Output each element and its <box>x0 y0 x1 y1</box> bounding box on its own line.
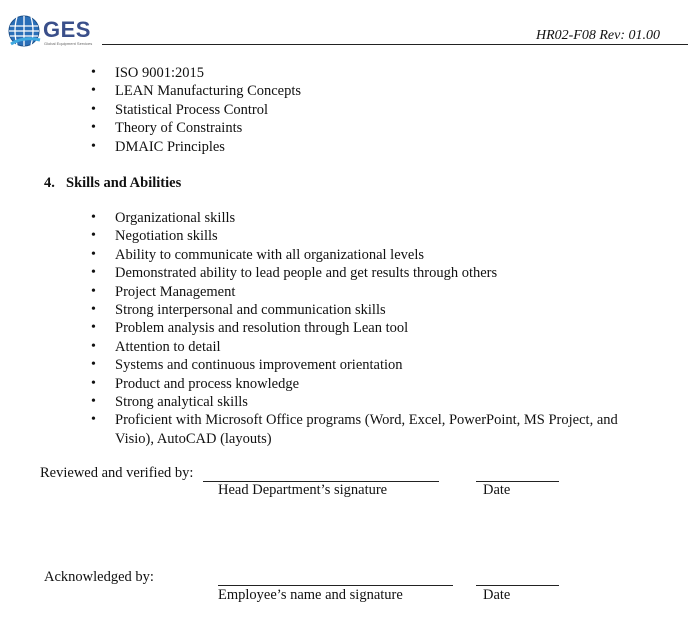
list-item: • ISO 9001:2015 <box>115 64 301 82</box>
list-item: • Proficient with Microsoft Office programs (Word, Excel, PowerPoint, MS Project, and Visio), AutoCAD (layouts) <box>115 411 660 448</box>
list-item: • Problem analysis and resolution through Lean tool <box>115 319 660 337</box>
employee-signature-line[interactable] <box>218 585 453 586</box>
list-item: • DMAIC Principles <box>115 138 301 156</box>
list-item: • Systems and continuous improvement orientation <box>115 356 660 374</box>
list-item: • Theory of Constraints <box>115 119 301 137</box>
reviewed-label: Reviewed and verified by: <box>40 465 194 481</box>
logo-text: GES <box>43 17 91 42</box>
globe-icon <box>7 14 41 48</box>
section-heading <box>44 175 181 192</box>
list-item: • Attention to detail <box>115 338 660 356</box>
list-item: • Strong analytical skills <box>115 393 660 411</box>
knowledge-list <box>115 64 301 156</box>
list-item: • Statistical Process Control <box>115 101 301 119</box>
company-logo <box>7 14 97 50</box>
list-item: • Negotiation skills <box>115 227 660 245</box>
list-item: • LEAN Manufacturing Concepts <box>115 82 301 100</box>
list-item: • Organizational skills <box>115 209 660 227</box>
header-rule <box>102 44 688 45</box>
list-item: • Ability to communicate with all organizational levels <box>115 246 660 264</box>
page-header <box>0 0 700 50</box>
head-signature-caption: Head Department’s signature <box>218 482 388 498</box>
list-item: • Demonstrated ability to lead people and get results through others <box>115 264 660 282</box>
reviewer-date-caption: Date <box>483 482 511 498</box>
skills-list <box>115 209 660 448</box>
list-item: • Product and process knowledge <box>115 375 660 393</box>
list-item: • Strong interpersonal and communication skills <box>115 301 660 319</box>
section-title: Skills and Abilities <box>66 175 182 191</box>
employee-signature-caption: Employee’s name and signature <box>218 587 403 603</box>
acknowledged-label: Acknowledged by: <box>44 569 154 585</box>
employee-date-caption: Date <box>483 587 511 603</box>
employee-date-line[interactable] <box>476 585 559 586</box>
document-code: HR02-F08 Rev: 01.00 <box>535 28 660 43</box>
list-item: • Project Management <box>115 283 660 301</box>
section-number: 4. <box>44 175 55 191</box>
logo-subtitle: Global Equipment Services <box>44 41 93 46</box>
